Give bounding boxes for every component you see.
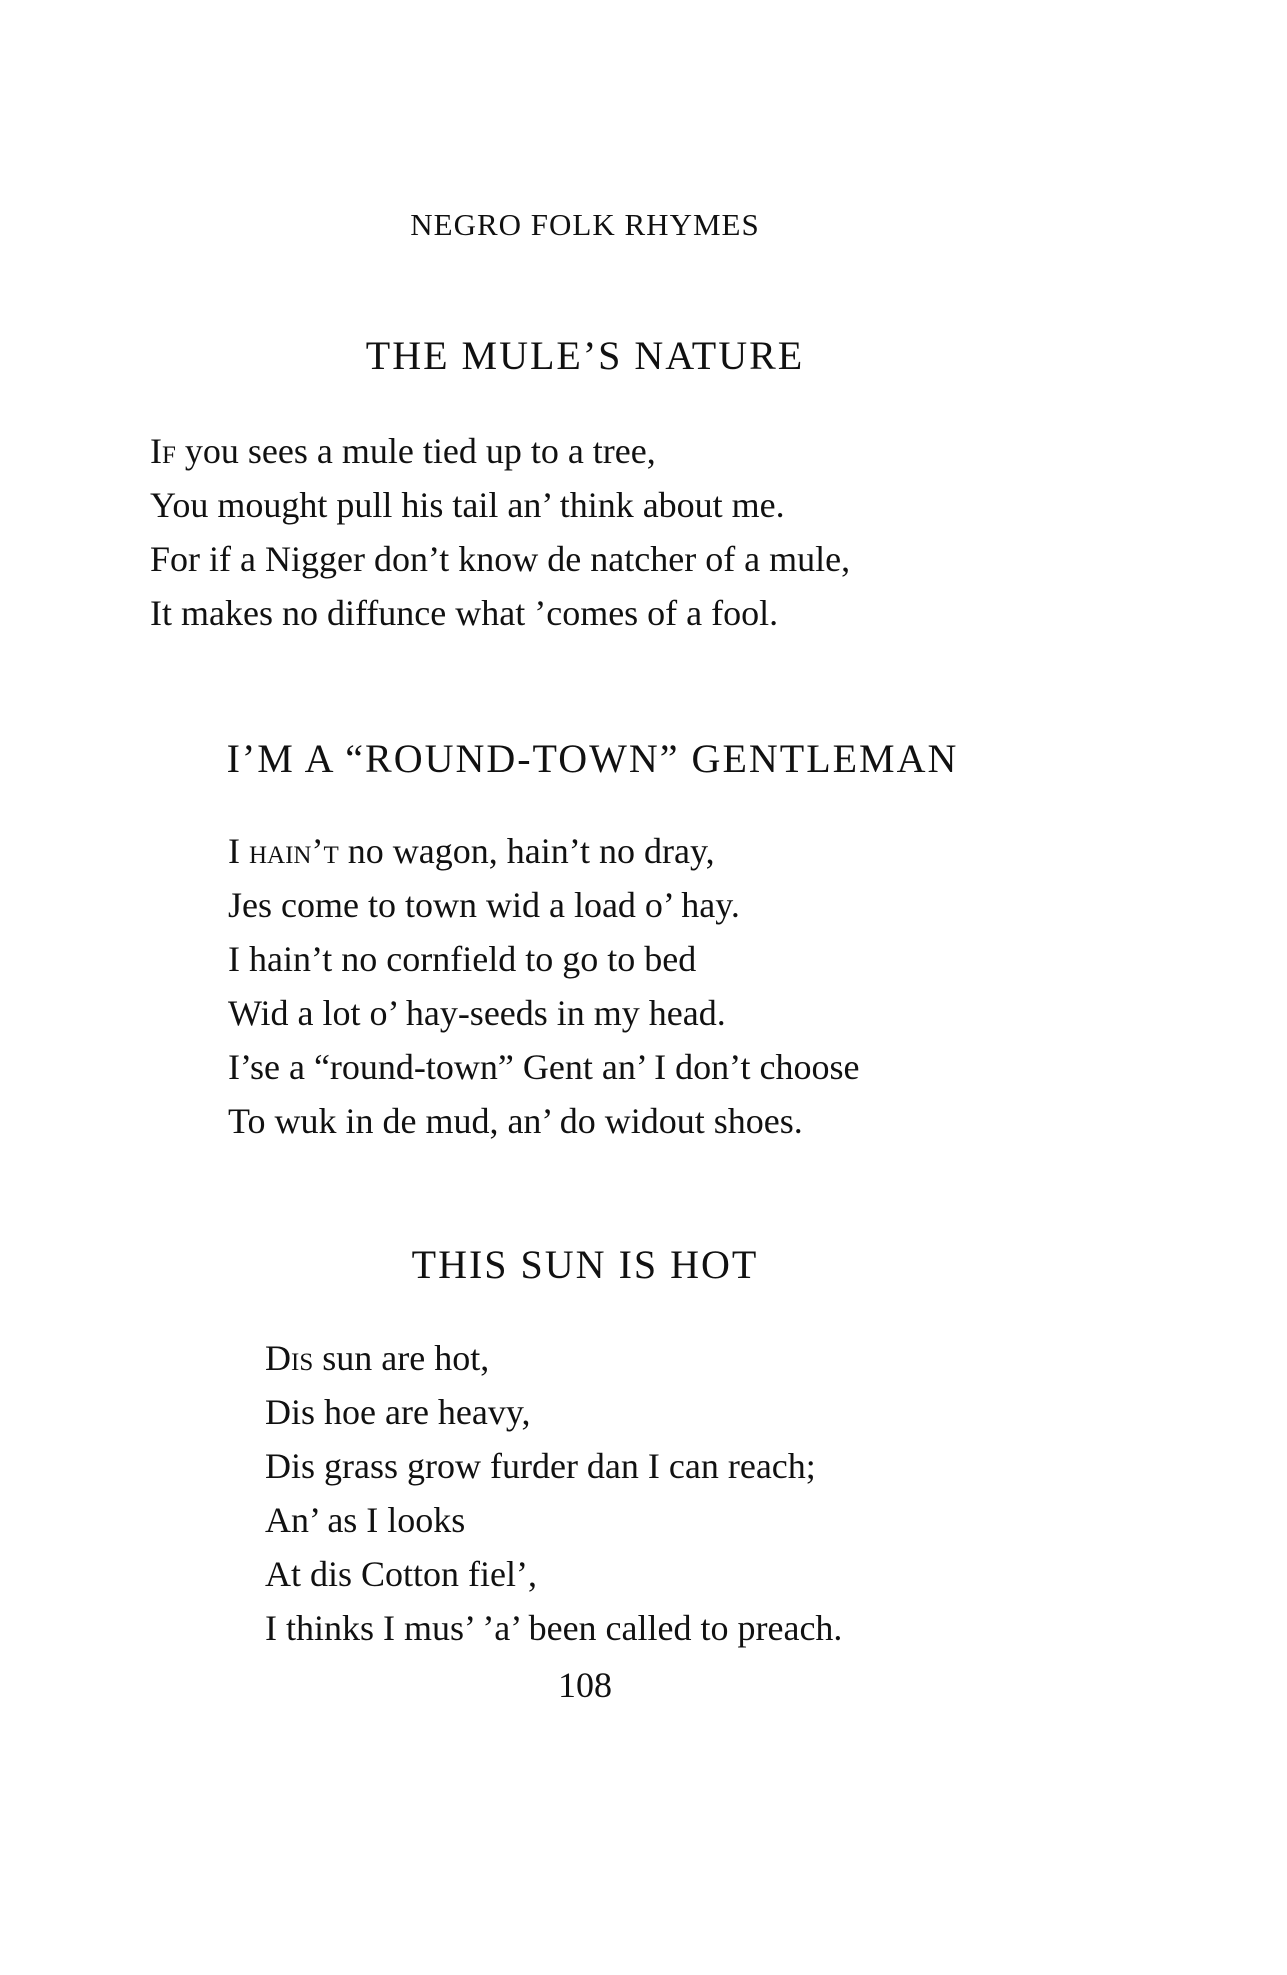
line-text: To wuk in de mud, an’ do widout shoes. <box>228 1101 803 1141</box>
running-head: NEGRO FOLK RHYMES <box>410 207 760 242</box>
poem-line <box>228 824 859 878</box>
poem-body-mules-nature <box>150 424 850 640</box>
poem-title-this-sun-is-hot: THIS SUN IS HOT <box>411 1242 759 1287</box>
poem-line <box>228 1040 859 1094</box>
line-text: An’ as I looks <box>265 1500 466 1540</box>
line-text: At dis Cotton fiel’, <box>265 1554 537 1594</box>
poem-line <box>265 1331 842 1385</box>
poem-line <box>150 424 850 478</box>
line-text: Wid a lot o’ hay-seeds in my head. <box>228 993 726 1033</box>
poem-title-round-town-gentleman: I’M A “ROUND-TOWN” GENTLEMAN <box>226 736 959 781</box>
poem-line <box>265 1601 842 1655</box>
line-text: sun are hot, <box>313 1338 490 1378</box>
poem-line <box>150 532 850 586</box>
poem-line <box>228 878 859 932</box>
poem-line <box>265 1385 842 1439</box>
poem-line <box>228 986 859 1040</box>
line-text: For if a Nigger don’t know de natcher of a mule, <box>150 539 851 579</box>
line-text: It makes no diffunce what ’comes of a fool. <box>150 593 779 633</box>
poem-line <box>150 586 850 640</box>
poem-body-this-sun-is-hot <box>265 1331 842 1655</box>
line-text: I thinks I mus’ ’a’ been called to preach. <box>265 1608 843 1648</box>
poem-line <box>265 1547 842 1601</box>
line-text: no wagon, hain’t no dray, <box>338 831 715 871</box>
line-text: I’se a “round-town” Gent an’ I don’t choose <box>228 1047 860 1087</box>
poem-line <box>150 478 850 532</box>
line-text: You mought pull his tail an’ think about me. <box>150 485 785 525</box>
line-text: you sees a mule tied up to a tree, <box>175 431 656 471</box>
poem-body-round-town-gentleman <box>228 824 859 1148</box>
line-lead: Dis <box>265 1338 314 1378</box>
line-lead: I hain’t <box>228 831 339 871</box>
page-number: 108 <box>558 1665 612 1705</box>
line-text: Jes come to town wid a load o’ hay. <box>228 885 740 925</box>
poem-title-mules-nature: THE MULE’S NATURE <box>365 333 805 378</box>
line-text: I hain’t no cornfield to go to bed <box>228 939 697 979</box>
poem-line <box>228 1094 859 1148</box>
poem-line <box>265 1493 842 1547</box>
line-lead: If <box>150 431 176 471</box>
poem-line <box>228 932 859 986</box>
poem-line <box>265 1439 842 1493</box>
line-text: Dis grass grow furder dan I can reach; <box>265 1446 816 1486</box>
line-text: Dis hoe are heavy, <box>265 1392 531 1432</box>
